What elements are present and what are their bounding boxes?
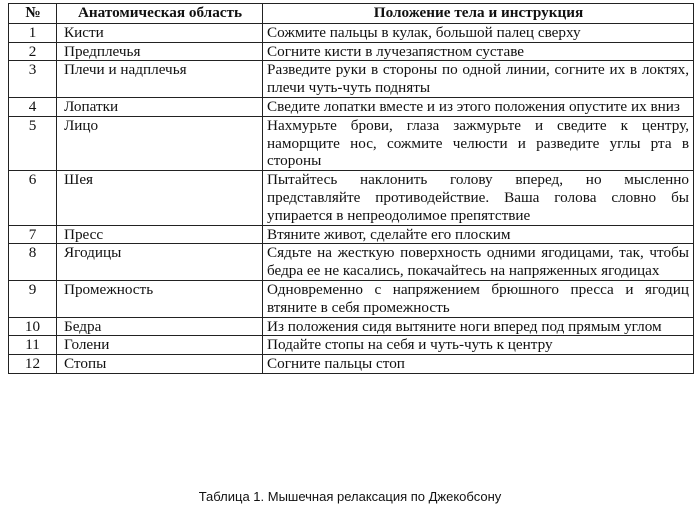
- row-instruction: Одновременно с напряжением брюшного пресса и ягодиц втяните в себя промежность: [263, 280, 694, 317]
- table-row: [9, 317, 694, 336]
- row-area: Бедра: [57, 317, 263, 336]
- row-number: 3: [9, 61, 57, 98]
- row-area: Предплечья: [57, 42, 263, 61]
- row-area: Промежность: [57, 280, 263, 317]
- row-instruction: Пытайтесь наклонить голову вперед, но мысленно представляйте противодействие. Ваша голова словно бы упирается в непреодолимое препятствие: [263, 171, 694, 225]
- row-area: Шея: [57, 171, 263, 225]
- row-number: 1: [9, 23, 57, 42]
- table-row: [9, 244, 694, 281]
- table-row: [9, 116, 694, 170]
- row-area: Лицо: [57, 116, 263, 170]
- header-anatomical-area: Анатомическая область: [57, 4, 263, 24]
- row-instruction: Из положения сидя вытяните ноги вперед под прямым углом: [263, 317, 694, 336]
- table-row: [9, 23, 694, 42]
- row-area: Пресс: [57, 225, 263, 244]
- row-number: 5: [9, 116, 57, 170]
- table-row: [9, 42, 694, 61]
- row-instruction: Нахмурьте брови, глаза зажмурьте и сведите к центру, наморщите нос, сожмите челюсти и разведите углы рта в стороны: [263, 116, 694, 170]
- row-area: Стопы: [57, 355, 263, 374]
- row-number: 2: [9, 42, 57, 61]
- table-row: [9, 355, 694, 374]
- row-instruction: Подайте стопы на себя и чуть-чуть к центру: [263, 336, 694, 355]
- row-number: 4: [9, 97, 57, 116]
- row-area: Кисти: [57, 23, 263, 42]
- table-row: [9, 171, 694, 225]
- row-number: 10: [9, 317, 57, 336]
- row-instruction: Сведите лопатки вместе и из этого положения опустите их вниз: [263, 97, 694, 116]
- header-instruction: Положение тела и инструкция: [263, 4, 694, 24]
- table-row: [9, 225, 694, 244]
- table-row: [9, 336, 694, 355]
- row-instruction: Согните кисти в лучезапястном суставе: [263, 42, 694, 61]
- table-header: [9, 4, 694, 24]
- table-row: [9, 97, 694, 116]
- row-area: Голени: [57, 336, 263, 355]
- row-number: 9: [9, 280, 57, 317]
- header-number: №: [9, 4, 57, 24]
- row-instruction: Разведите руки в стороны по одной линии, согните их в локтях, плечи чуть-чуть подняты: [263, 61, 694, 98]
- row-number: 11: [9, 336, 57, 355]
- row-number: 12: [9, 355, 57, 374]
- row-instruction: Сядьте на жесткую поверхность одними ягодицами, так, чтобы бедра ее не касались, покачайтесь на напряженных ягодицах: [263, 244, 694, 281]
- row-instruction: Втяните живот, сделайте его плоским: [263, 225, 694, 244]
- row-number: 7: [9, 225, 57, 244]
- table-row: [9, 61, 694, 98]
- row-area: Лопатки: [57, 97, 263, 116]
- row-instruction: Согните пальцы стоп: [263, 355, 694, 374]
- relaxation-table: [8, 3, 694, 374]
- row-area: Плечи и надплечья: [57, 61, 263, 98]
- header-row: [9, 4, 694, 24]
- row-area: Ягодицы: [57, 244, 263, 281]
- row-number: 6: [9, 171, 57, 225]
- table-body: [9, 23, 694, 373]
- table-row: [9, 280, 694, 317]
- row-number: 8: [9, 244, 57, 281]
- row-instruction: Сожмите пальцы в кулак, большой палец сверху: [263, 23, 694, 42]
- table-caption: Таблица 1. Мышечная релаксация по Джекобсону: [198, 489, 502, 504]
